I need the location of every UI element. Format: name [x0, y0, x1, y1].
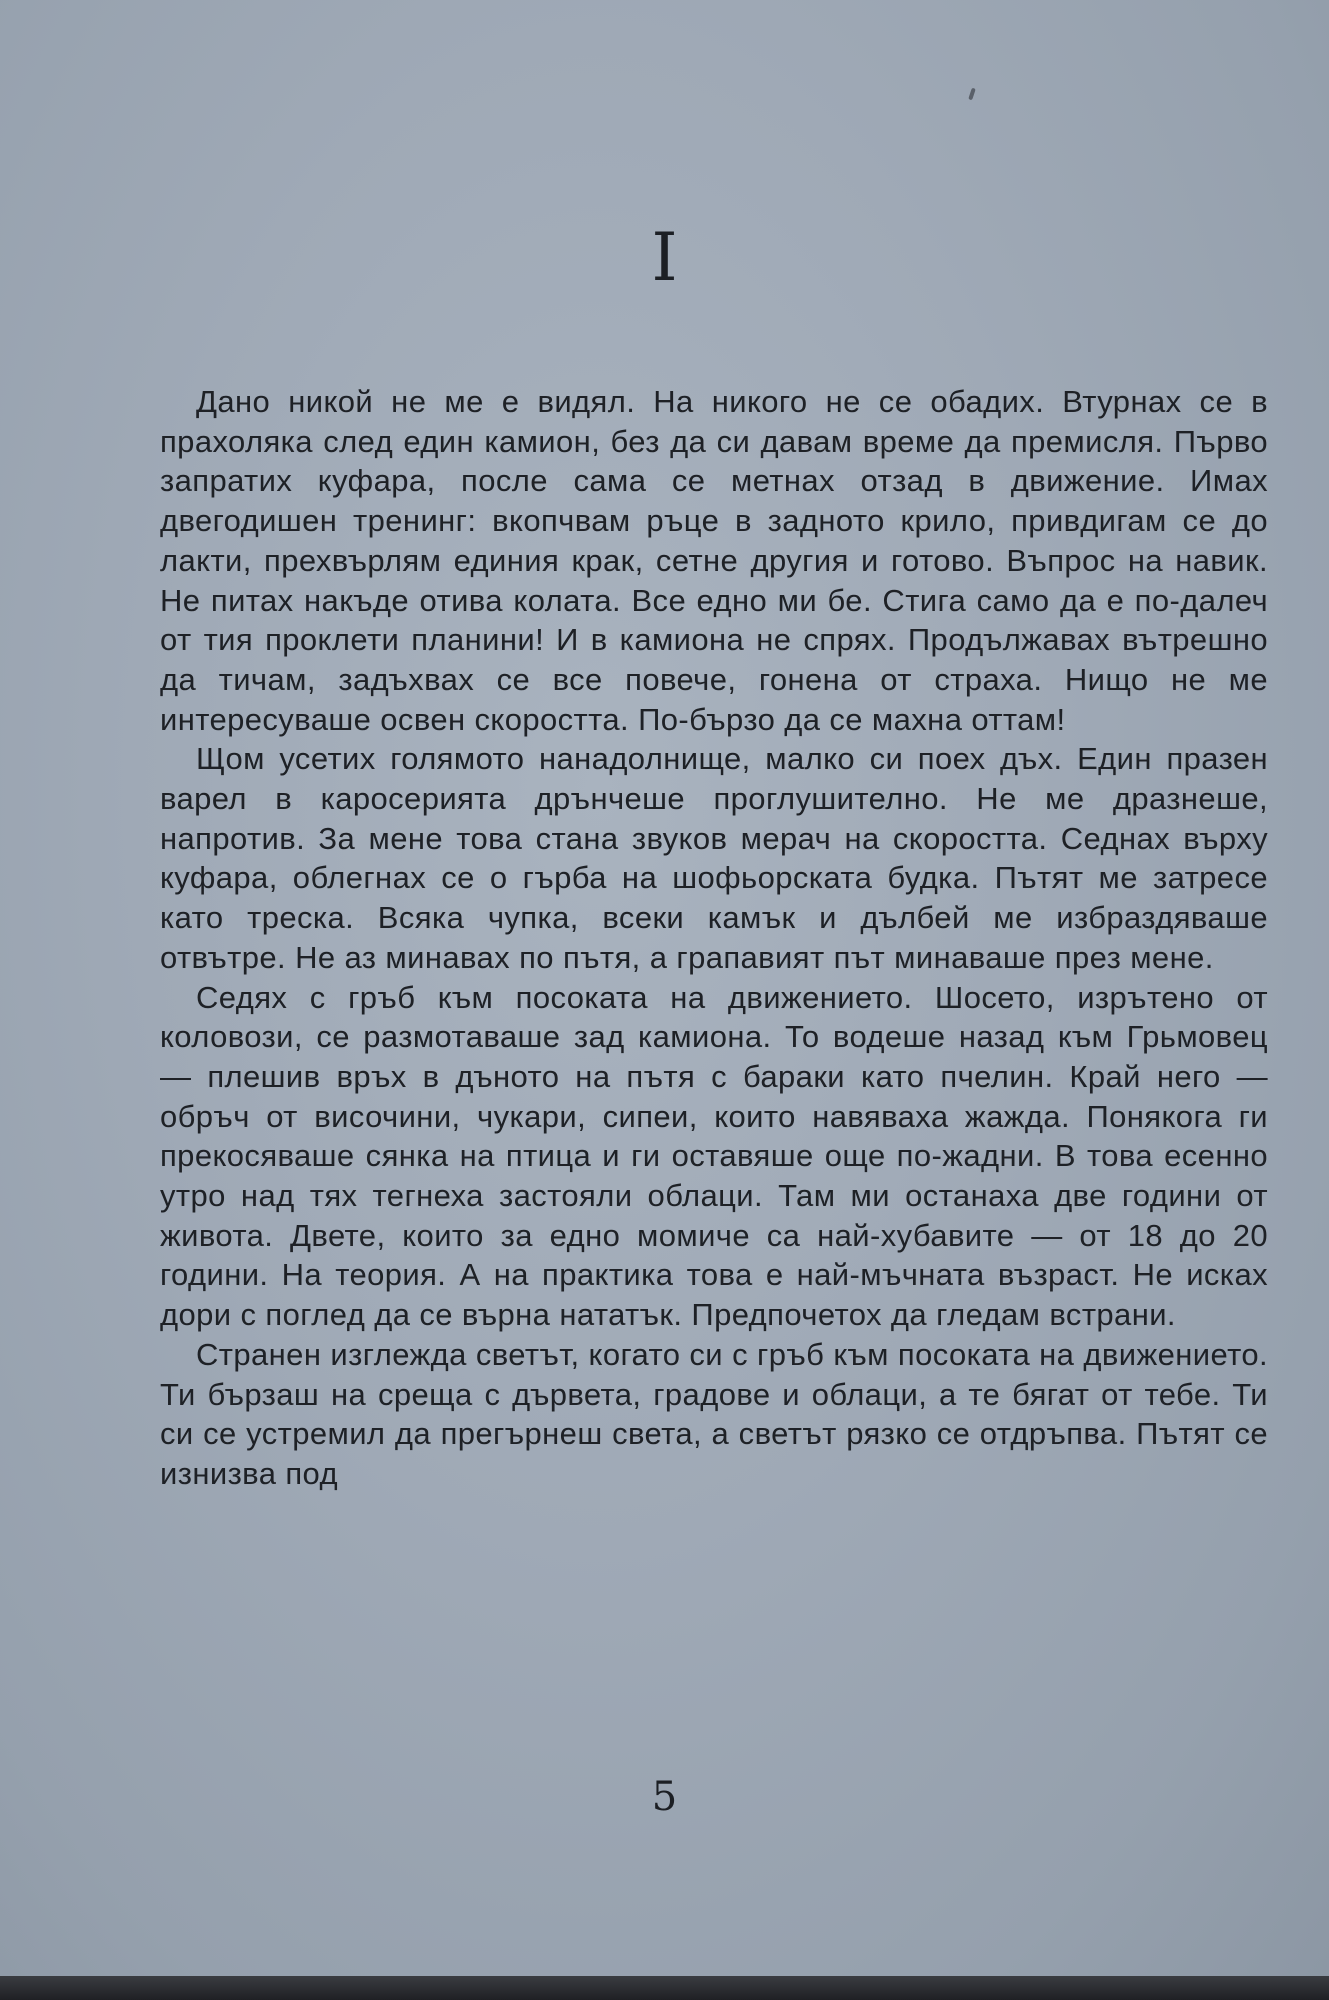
page-number: 5	[651, 1774, 678, 1820]
page-bottom-edge	[0, 1976, 1329, 2000]
paragraph: Седях с гръб към посоката на движението. Шосето, изрътено от коловози, се размотаваше зад камиона. То водеше назад към Грьмовец — плешив връх в дъното на пътя с бараки като пчелин. Край него — обръч от височини, чукари, сипеи, които навяваха жажда. Понякога ги прекосяваше сянка на птица и ги оставяше още по-жадни. В това есенно утро над тях тегнеха застояли облаци. Там ми останаха две години от живота. Двете, които за едно момиче са най-хубавите — от 18 до 20 години. На теория. А на практика това е най-мъчната възраст. Не исках дори с поглед да се върна нататък. Предпочетох да гледам встрани.	[160, 979, 1268, 1333]
paper-speck	[968, 88, 976, 101]
paragraph: Дано никой не ме е видял. На никого не се обадих. Втурнах се в прахоляка след един камион, без да си давам време да премисля. Първо запратих куфара, после сама се метнах отзад в движение. Имах двегодишен тренинг: вкопчвам ръце в задното крило, привдигам се до лакти, прехвърлям единия крак, сетне другия и готово. Въпрос на навик. Не питах накъде отива колата. Все едно ми бе. Стига само да е по-далеч от тия проклети планини! И в камиона не спрях. Продължавах вътрешно да тичам, задъхвах се все повече, гонена от страха. Нищо не ме интересуваше освен скоростта. По-бързо да се махна оттам!	[160, 384, 1268, 737]
chapter-heading: I	[651, 219, 678, 296]
paragraph: Щом усетих голямото нанадолнище, малко си поех дъх. Един празен варел в каросерията дрънчеше проглушително. Не ме дразнеше, напротив. За мене това стана звуков мерач на скоростта. Седнах върху куфара, облегнах се о гърба на шофьорската будка. Пътят ме затресе като треска. Всяка чупка, всеки камък и дълбей ме избраздяваше отвътре. Не аз минавах по пътя, а грапавият път минаваше през мене.	[160, 741, 1268, 975]
body-text	[160, 382, 1268, 1494]
paragraph: Странен изглежда светът, когато си с гръб към посоката на движението. Ти бързаш на среща с дървета, градове и облаци, а те бягат от тебе. Ти си се устремил да прегърнеш света, а светът рязко се отдръпва. Пътят се изнизва под	[160, 1336, 1268, 1491]
